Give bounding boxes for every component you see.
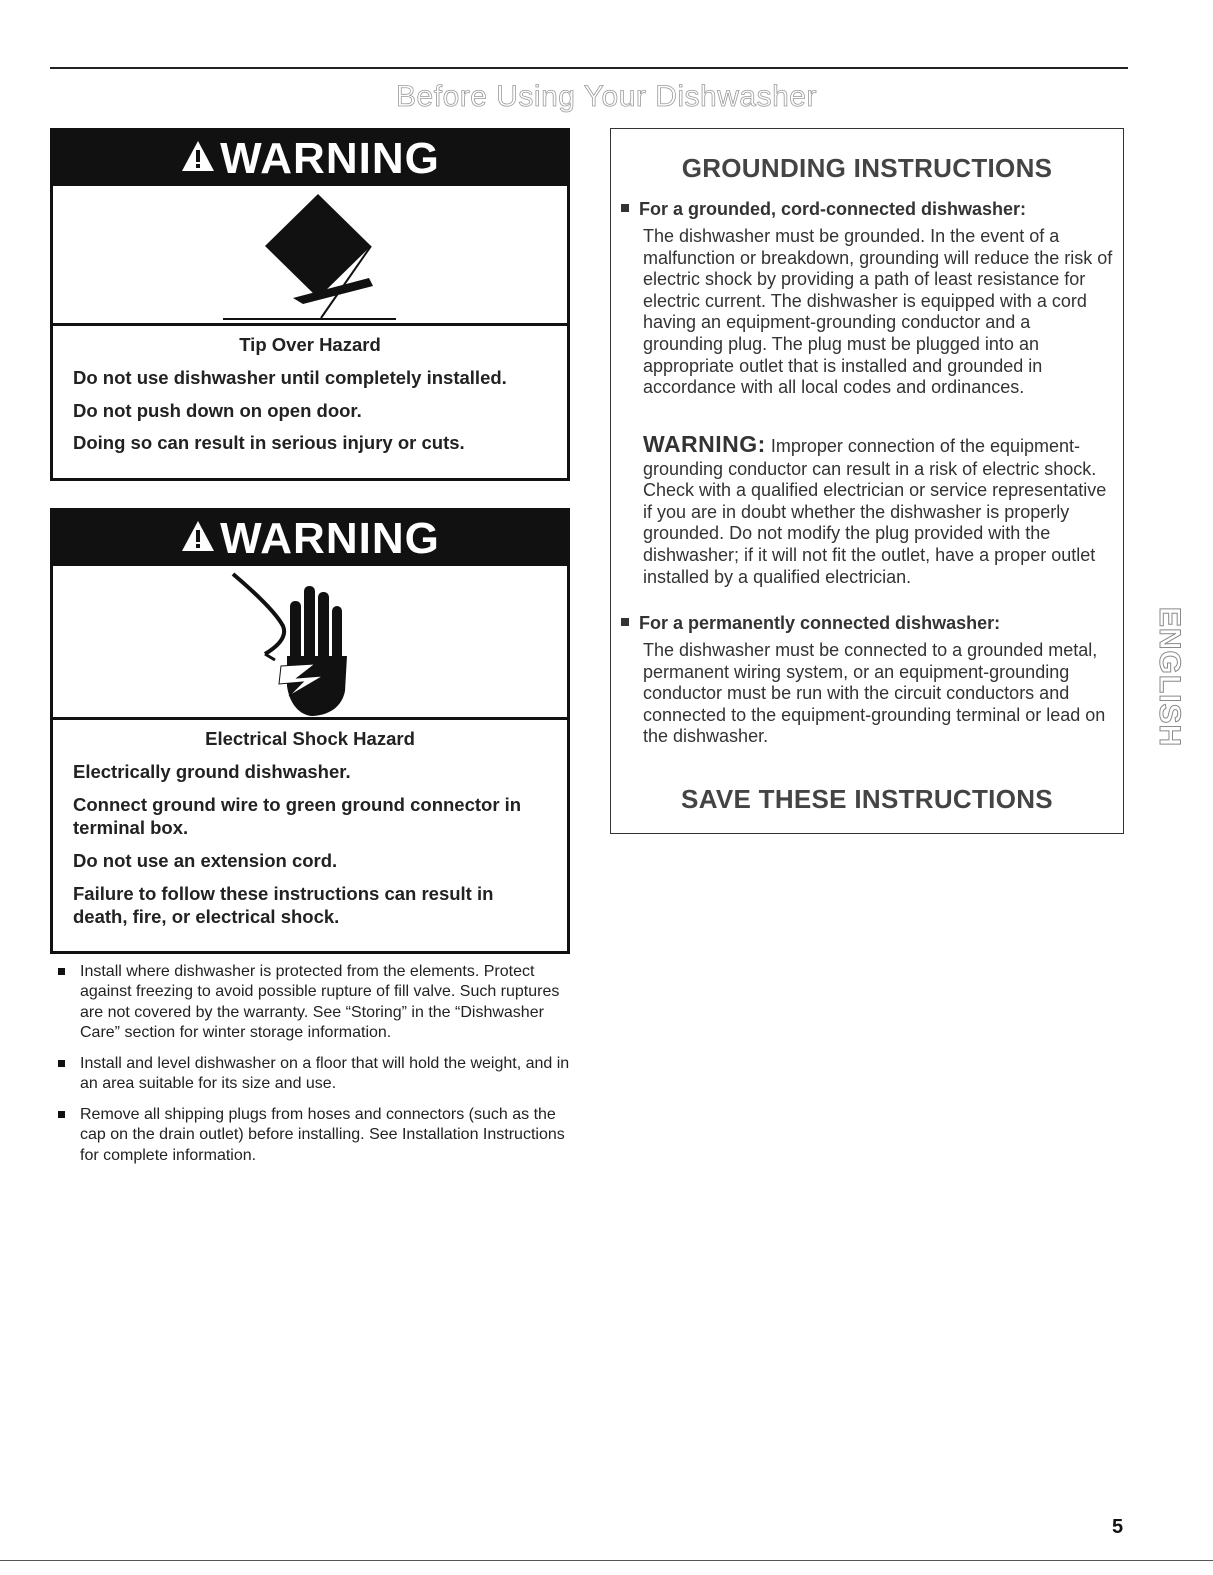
grounding-instructions-box <box>610 128 1124 834</box>
warning-header <box>53 511 567 566</box>
warning-heading: WARNING <box>220 513 440 563</box>
electric-shock-icon <box>53 566 567 720</box>
grounding-paragraph: The dishwasher must be grounded. In the event of a malfunction or breakdown, grounding will reduce the risk of electric shock by providing a path of least resistance for electric current. The dishwasher is equipped with a cord having an equipment-grounding conductor and a grounding plug. The plug must be plugged into an appropriate outlet that is installed and grounded in accordance with all local codes and ordinances. <box>643 226 1113 398</box>
grounding-title: GROUNDING INSTRUCTIONS <box>681 153 1053 183</box>
list-item: Remove all shipping plugs from hoses and connectors (such as the cap on the drain outlet) before installing. See Installation Instructions for complete information. <box>58 1105 578 1166</box>
tip-over-warning-box <box>50 128 570 481</box>
warning-line: Electrically ground dishwasher. <box>73 761 351 782</box>
grounding-subheading: For a permanently connected dishwasher: <box>621 613 1000 634</box>
hazard-title: Tip Over Hazard <box>239 334 381 355</box>
save-instructions-heading: SAVE THESE INSTRUCTIONS <box>681 784 1053 814</box>
warning-line: Failure to follow these instructions can result in death, fire, or electrical shock. <box>73 882 494 928</box>
bullet-square-icon <box>58 1111 65 1118</box>
bullet-square-icon <box>58 968 65 975</box>
warning-line: Do not use dishwasher until completely installed. <box>73 367 507 388</box>
top-rule <box>50 67 1128 69</box>
warning-heading: WARNING <box>220 133 440 183</box>
grounding-subheading: For a grounded, cord-connected dishwasher: <box>621 199 1026 220</box>
warning-line: Connect ground wire to green ground connector in terminal box. <box>73 793 522 839</box>
install-bullet-list <box>58 962 578 1176</box>
warning-line: Do not push down on open door. <box>73 399 362 421</box>
bullet-square-icon <box>58 1060 65 1067</box>
warning-triangle-icon <box>180 514 216 564</box>
grounding-warning-paragraph: WARNING: Improper connection of the equipment-grounding conductor can result in a risk of electric shock. Check with a qualified electrician or service representative if you are in doubt whether the dishwasher is properly grounded. Do not modify the plug provided with the dishwasher; if it will not fit the outlet, have a proper outlet installed by a qualified electrician. <box>643 431 1107 587</box>
bullet-square-icon <box>621 204 629 212</box>
side-language-tab <box>1150 562 1186 792</box>
bottom-rule <box>0 1560 1213 1561</box>
tip-over-icon <box>53 186 567 326</box>
warning-line: Doing so can result in serious injury or cuts. <box>73 432 465 454</box>
warning-triangle-icon <box>180 134 216 184</box>
warning-line: Do not use an extension cord. <box>73 850 338 872</box>
side-tab-label: ENGLISH <box>1153 606 1186 748</box>
warning-header <box>53 131 567 186</box>
section-title: Before Using Your Dishwasher <box>396 80 817 113</box>
list-item: Install where dishwasher is protected from the elements. Protect against freezing to avoid possible rupture of fill valve. Such ruptures are not covered by the warranty. See “Storing” in the “Dishwasher Care” section for winter storage information. <box>58 962 578 1044</box>
warning-word: WARNING: <box>643 431 766 457</box>
page-number: 5 <box>1112 1516 1124 1538</box>
bullet-square-icon <box>621 618 629 626</box>
list-item: Install and level dishwasher on a floor that will hold the weight, and in an area suitable for its size and use. <box>58 1054 578 1095</box>
hazard-title: Electrical Shock Hazard <box>205 728 415 749</box>
grounding-paragraph: The dishwasher must be connected to a grounded metal, permanent wiring system, or an equipment-grounding conductor must be run with the circuit conductors and connected to the equipment-grounding terminal or lead on the dishwasher. <box>643 640 1106 747</box>
electrical-shock-warning-box <box>50 508 570 954</box>
